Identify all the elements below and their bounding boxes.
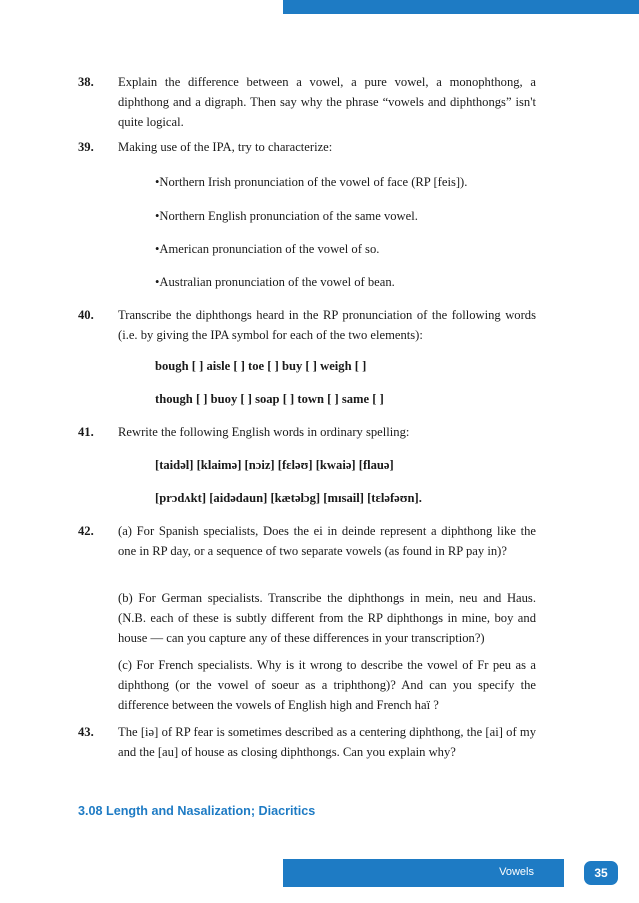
question-41 (78, 422, 536, 442)
footer-bar (283, 859, 564, 887)
question-39 (78, 137, 536, 157)
question-text: Transcribe the diphthongs heard in the RP pronunciation of the following words (i.e. by giving the IPA symbol for each of the two elements): (118, 308, 536, 342)
question-40 (78, 305, 536, 345)
question-38 (78, 72, 536, 132)
bullet-item: •American pronunciation of the vowel of so. (155, 242, 380, 256)
header-bar (283, 0, 639, 14)
question-42c: (c) For French specialists. Why is it wrong to describe the vowel of Fr peu as a diphthong (or the vowel of soeur as a triphthong)? And can you specify the difference between the vowels of English high and French haï ? (118, 658, 536, 712)
bullet-item: •Australian pronunciation of the vowel of bean. (155, 275, 395, 289)
question-number: 38. (78, 75, 94, 89)
transcription-row: [taidəl] [klaimə] [nɔiz] [fɛləʊ] [kwaiə] [flauə] (155, 458, 394, 472)
transcription-row: [prɔdʌkt] [aidədaun] [kætəlɔg] [mɪsail] [tɛləfəʊn]. (155, 491, 422, 505)
bullet-item: •Northern English pronunciation of the same vowel. (155, 209, 418, 223)
question-number: 43. (78, 725, 94, 739)
question-text: The [iə] of RP fear is sometimes described as a centering diphthong, the [ai] of my and the [au] of house as closing diphthongs. Can you explain why? (118, 725, 536, 759)
word-row: though [ ] buoy [ ] soap [ ] town [ ] same [ ] (155, 392, 384, 406)
question-text: Explain the difference between a vowel, a pure vowel, a monophthong, a diphthong and a digraph. Then say why the phrase “vowels and diphthongs” isn't quite logical. (118, 75, 536, 129)
footer-label: Vowels (499, 866, 534, 878)
question-43 (78, 722, 536, 762)
question-number: 42. (78, 524, 94, 538)
bullet-item: •Northern Irish pronunciation of the vowel of face (RP [feis]). (155, 175, 468, 189)
word-row: bough [ ] aisle [ ] toe [ ] buy [ ] weigh [ ] (155, 359, 367, 373)
section-heading: 3.08 Length and Nasalization; Diacritics (78, 804, 316, 818)
question-number: 41. (78, 425, 94, 439)
question-42a: (a) For Spanish specialists, Does the ei in deinde represent a diphthong like the one in RP day, or a sequence of two separate vowels (as found in RP pay in)? (118, 524, 536, 558)
question-number: 40. (78, 308, 94, 322)
page-number: 35 (584, 861, 618, 885)
question-text: Rewrite the following English words in ordinary spelling: (118, 425, 410, 439)
question-number: 39. (78, 140, 94, 154)
question-42b: (b) For German specialists. Transcribe the diphthongs in mein, neu and Haus. (N.B. each of these is subtly different from the RP diphthongs in mine, boy and house — can you capture any of these differences in your transcription?) (118, 591, 536, 645)
question-text: Making use of the IPA, try to characterize: (118, 140, 333, 154)
